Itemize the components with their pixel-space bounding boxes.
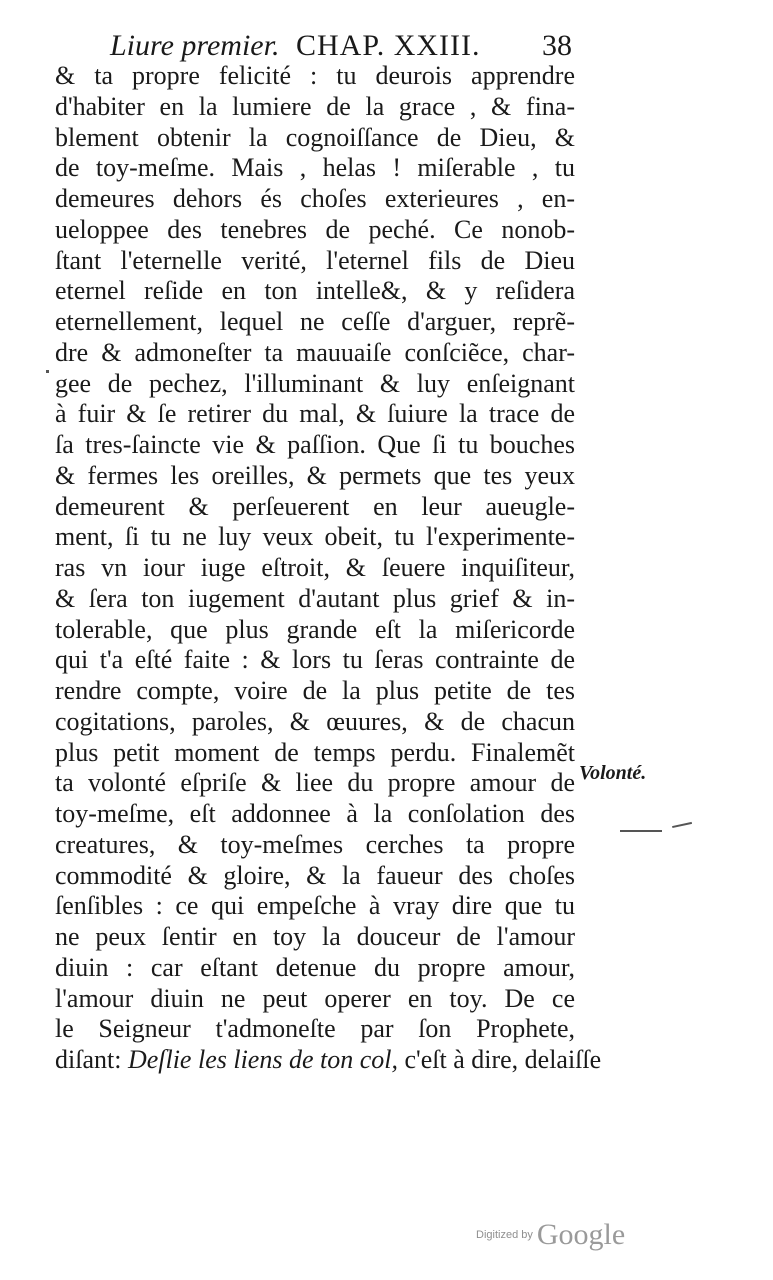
text-line: qui t'a eſté faite : & lors tu ſeras contrainte de bbox=[55, 645, 575, 675]
text-line: ras vn iour iuge eſtroit, & ſeuere inquiſiteur, bbox=[55, 553, 575, 582]
marginal-note: Volonté. bbox=[579, 762, 647, 784]
text-line: l'amour diuin ne peut operer en toy. De ce bbox=[55, 983, 575, 1013]
text-line: à fuir & ſe retirer du mal, & ſuiure la trace de bbox=[55, 399, 575, 429]
scripture-quote: Deſlie les liens de ton col, bbox=[127, 1045, 398, 1074]
chapter-heading: CHAP. XXIII. bbox=[296, 29, 481, 62]
text-line: ſa tres-ſaincte vie & paſſion. Que ſi tu bouches bbox=[55, 430, 575, 459]
text-line: & ſera ton iugement d'autant plus grief & in- bbox=[55, 583, 575, 613]
text-line: eternel reſide en ton intelle&, & y reſidera bbox=[55, 276, 575, 306]
text-line: commodité & gloire, & la faueur des choſes bbox=[55, 860, 575, 890]
ink-mark bbox=[46, 370, 49, 373]
text-line: & fermes les oreilles, & permets que tes yeux bbox=[55, 460, 575, 490]
text-line: tolerable, que plus grande eſt la miſericorde bbox=[55, 614, 575, 644]
text-line: creatures, & toy-meſmes cerches ta propre bbox=[55, 829, 575, 859]
text-line: eternellement, lequel ne ceſſe d'arguer, reprẽ- bbox=[55, 307, 575, 336]
ink-mark bbox=[620, 830, 662, 832]
text-line: gee de pechez, l'illuminant & luy enſeignant bbox=[55, 368, 575, 398]
text-line: plus petit moment de temps perdu. Finalemẽt bbox=[55, 737, 575, 767]
text-line: d'habiter en la lumiere de la grace , & fina- bbox=[55, 91, 575, 121]
text-line: cogitations, paroles, & œuures, & de chacun bbox=[55, 706, 575, 736]
text-line: diuin : car eſtant detenue du propre amour, bbox=[55, 952, 575, 982]
text-line: & ta propre felicité : tu deurois apprendre bbox=[55, 61, 575, 90]
text-line: le Seigneur t'admoneſte par ſon Prophete, bbox=[55, 1014, 575, 1044]
text-line: demeures dehors és choſes exterieures , en- bbox=[55, 184, 575, 213]
body-text bbox=[55, 61, 602, 1076]
digitized-by-label: Digitized by bbox=[476, 1229, 533, 1241]
text-line: dre & admoneſter ta mauuaiſe conſciẽce, char- bbox=[55, 337, 575, 367]
text-line: de toy-meſme. Mais , helas ! miſerable , tu bbox=[55, 153, 575, 183]
text-line: toy-meſme, eſt addonnee à la conſolation des bbox=[55, 799, 575, 828]
google-logo: Google bbox=[536, 1218, 626, 1251]
digitization-watermark bbox=[476, 1218, 625, 1252]
text-line: blement obtenir la cognoiſſance de Dieu, & bbox=[55, 122, 575, 152]
text-line: ſenſibles : ce qui empeſche à vray dire que tu bbox=[55, 891, 575, 921]
text-line: demeurent & perſeuerent en leur aueugle- bbox=[55, 491, 575, 521]
text-line: ueloppee des tenebres de peché. Ce nonob- bbox=[55, 214, 575, 244]
page-number: 38 bbox=[542, 29, 572, 62]
running-title: Liure premier. bbox=[110, 29, 280, 62]
text-line: ſtant l'eternelle verité, l'eternel fils de Dieu bbox=[55, 245, 575, 275]
text-line: ment, ſi tu ne luy veux obeit, tu l'experimente- bbox=[55, 522, 575, 552]
running-header bbox=[110, 26, 572, 66]
ink-mark bbox=[672, 822, 692, 828]
text-line: rendre compte, voire de la plus petite de tes bbox=[55, 676, 575, 705]
last-line-before: diſant: bbox=[55, 1045, 128, 1074]
text-line: ne peux ſentir en toy la douceur de l'amour bbox=[55, 922, 575, 951]
last-line-after: c'eſt à dire, delaiſſe bbox=[397, 1045, 602, 1074]
text-line: ta volonté eſpriſe & liee du propre amour de bbox=[55, 768, 575, 798]
text-line-last bbox=[55, 1045, 602, 1076]
